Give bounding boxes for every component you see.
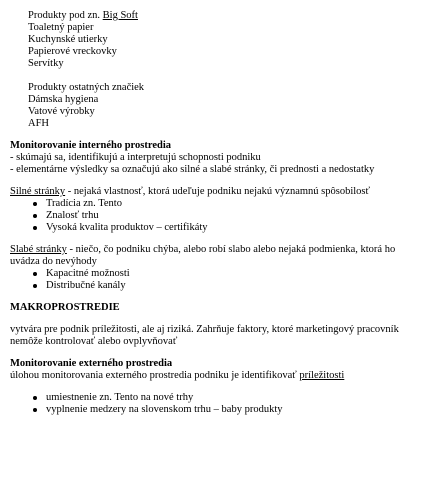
list-item: Tradícia zn. Tento bbox=[46, 198, 431, 210]
macro-heading: MAKROPROSTREDIE bbox=[10, 302, 120, 313]
opportunities-list bbox=[10, 392, 431, 416]
bigsoft-item: Papierové vreckovky bbox=[28, 46, 117, 57]
weaknesses-list bbox=[10, 268, 431, 292]
weaknesses-definition-cont: uvádza do nevýhody bbox=[10, 256, 97, 267]
weaknesses-desc: - niečo, čo podniku chýba, alebo robí slabo alebo nejaká podmienka, ktorá ho bbox=[66, 244, 396, 255]
list-item: Znalosť trhu bbox=[46, 210, 431, 222]
macro-line: nemôže kontrolovať alebo ovplyvňovať bbox=[10, 336, 178, 347]
bigsoft-item: Servítky bbox=[28, 58, 64, 69]
strengths-label: Silné stránky bbox=[10, 186, 66, 197]
bigsoft-item: Toaletný papier bbox=[28, 22, 94, 33]
weaknesses-label: Slabé stránky bbox=[10, 244, 67, 255]
document-page bbox=[10, 10, 431, 416]
list-item: umiestnenie zn. Tento na nové trhy bbox=[46, 392, 431, 404]
external-monitoring-heading: Monitorovanie externého prostredia bbox=[10, 358, 173, 369]
internal-monitoring-line: - skúmajú sa, identifikujú a interpretujú schopnosti podniku bbox=[10, 152, 261, 163]
other-brands-item: AFH bbox=[28, 118, 50, 129]
list-item: Distribučné kanály bbox=[46, 280, 431, 292]
strengths-definition bbox=[10, 186, 431, 198]
weaknesses-definition bbox=[10, 244, 431, 256]
internal-monitoring-heading: Monitorovanie interného prostredia bbox=[10, 140, 171, 151]
list-item: Vysoká kvalita produktov – certifikáty bbox=[46, 222, 431, 234]
list-item: Kapacitné možnosti bbox=[46, 268, 431, 280]
list-item: vyplnenie medzery na slovenskom trhu – baby produkty bbox=[46, 404, 431, 416]
strengths-list bbox=[10, 198, 431, 234]
bigsoft-title-prefix: Produkty pod zn. bbox=[28, 10, 103, 21]
other-brands-item: Dámska hygiena bbox=[28, 94, 99, 105]
bigsoft-products-title bbox=[10, 10, 431, 22]
internal-monitoring-line: - elementárne výsledky sa označujú ako silné a slabé stránky, či prednosti a nedostatky bbox=[10, 164, 375, 175]
external-monitoring-line bbox=[10, 370, 431, 382]
bigsoft-item: Kuchynské utierky bbox=[28, 34, 108, 45]
macro-line: vytvára pre podnik príležitosti, ale aj riziká. Zahrňuje faktory, ktoré marketingový pracovník bbox=[10, 324, 399, 335]
strengths-desc: - nejaká vlastnosť, ktorá udeľuje podniku nejakú významnú spôsobilosť bbox=[65, 186, 370, 197]
external-line-prefix: úlohou monitorovania externého prostredia podniku je identifikovať bbox=[10, 370, 300, 381]
other-brands-title: Produkty ostatných značiek bbox=[28, 82, 145, 93]
bigsoft-brand-name: Big Soft bbox=[102, 10, 138, 21]
other-brands-item: Vatové výrobky bbox=[28, 106, 95, 117]
opportunities-word: príležitosti bbox=[299, 370, 345, 381]
